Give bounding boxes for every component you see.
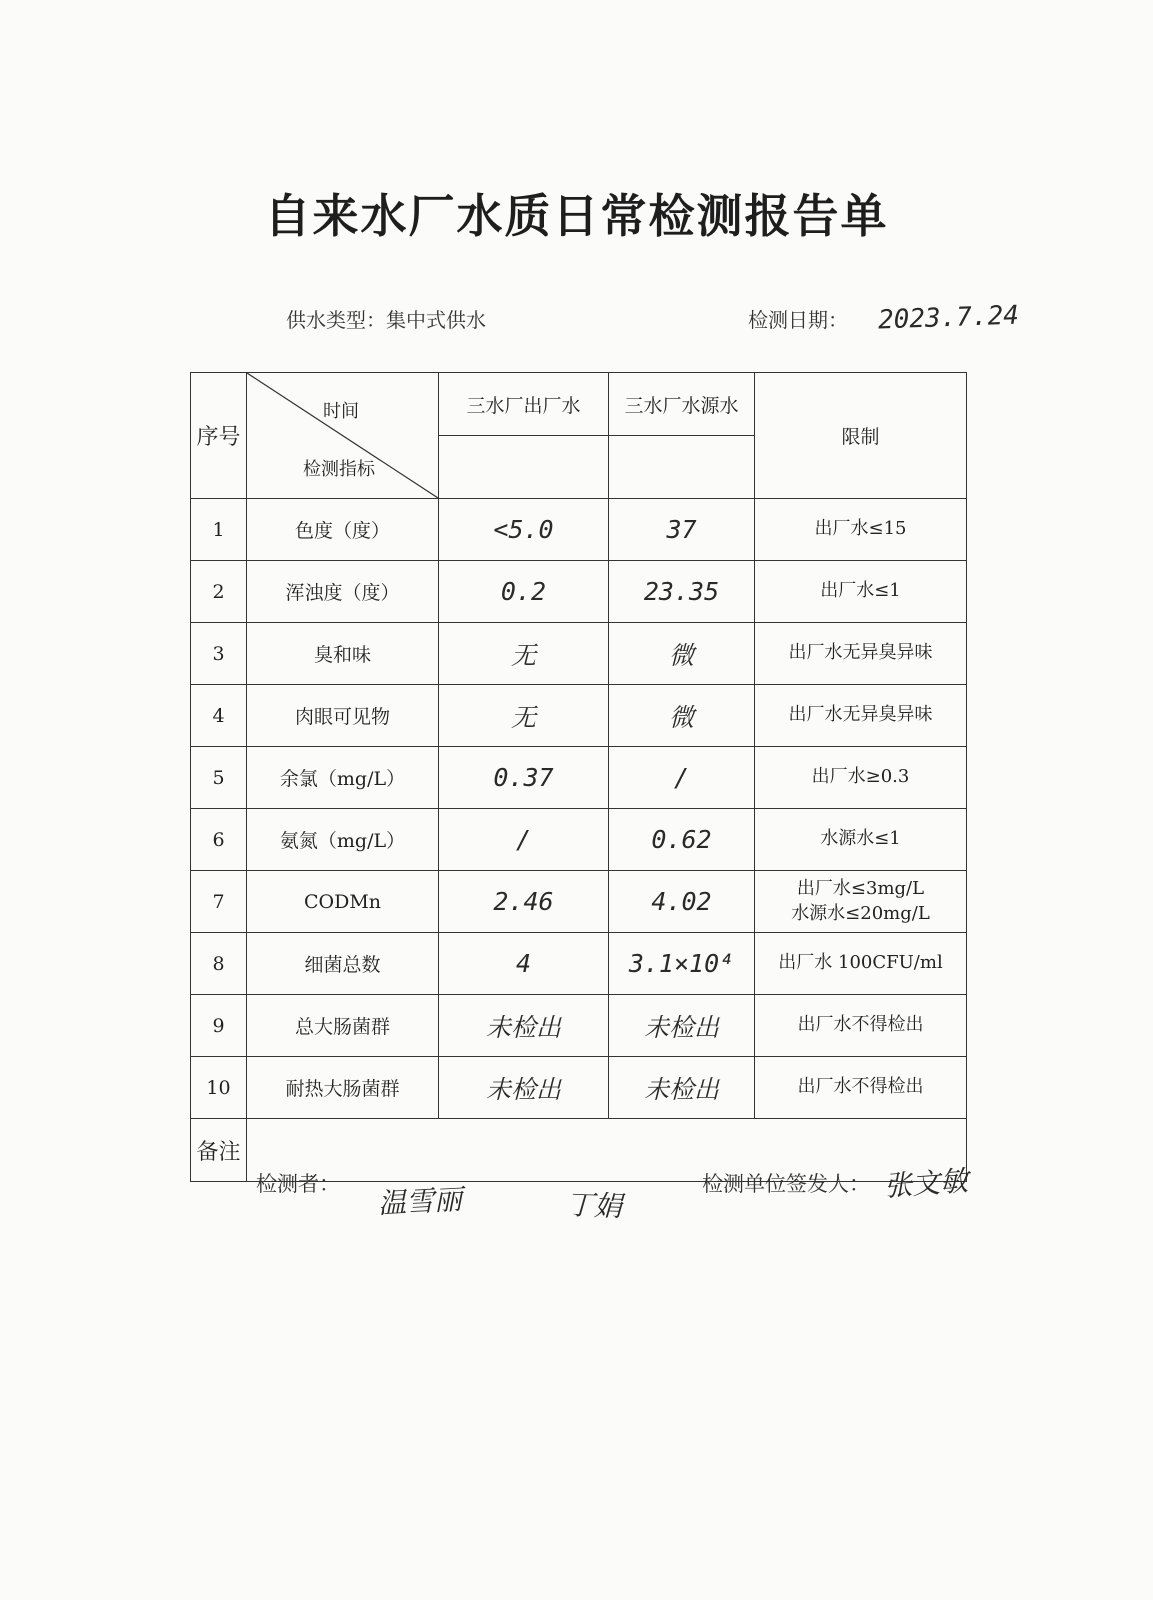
table-row	[191, 685, 967, 747]
table-row	[191, 871, 967, 933]
source-water-header: 三水厂水源水	[609, 373, 755, 436]
limit-value: 出厂水不得检出	[755, 995, 967, 1057]
limit-value: 水源水≤1	[755, 809, 967, 871]
limit-value: 出厂水≥0.3	[755, 747, 967, 809]
source-value: 微	[609, 685, 755, 747]
limit-header: 限制	[755, 373, 967, 499]
outlet-value: 未检出	[439, 1057, 609, 1119]
outlet-value: 未检出	[439, 995, 609, 1057]
row-number: 2	[191, 561, 247, 623]
indicator-name: 浑浊度（度）	[247, 561, 439, 623]
table-row	[191, 933, 967, 995]
limit-value: 出厂水≤1	[755, 561, 967, 623]
indicator-name: 臭和味	[247, 623, 439, 685]
table-row	[191, 499, 967, 561]
limit-value: 出厂水不得检出	[755, 1057, 967, 1119]
indicator-name: 耐热大肠菌群	[247, 1057, 439, 1119]
seq-header: 序号	[191, 373, 247, 499]
tester-signature-1: 温雪丽	[377, 1182, 463, 1221]
row-number: 8	[191, 933, 247, 995]
test-date-value: 2023.7.24	[877, 300, 1020, 336]
source-value: 0.62	[609, 809, 755, 871]
table-row	[191, 561, 967, 623]
outlet-value: 无	[439, 685, 609, 747]
outlet-value: /	[439, 809, 609, 871]
test-date-label: 检测日期：	[748, 308, 848, 332]
row-number: 3	[191, 623, 247, 685]
tester-label: 检测者：	[256, 1172, 340, 1196]
time-indicator-header	[247, 373, 439, 499]
limit-value: 出厂水≤15	[755, 499, 967, 561]
limit-value: 出厂水无异臭异味	[755, 623, 967, 685]
source-value: /	[609, 747, 755, 809]
remark-label: 备注	[191, 1119, 247, 1182]
limit-value: 出厂水≤3mg/L 水源水≤20mg/L	[755, 871, 967, 933]
tester-signature-2: 丁娟	[565, 1188, 623, 1223]
limit-value: 出厂水 100CFU/ml	[755, 933, 967, 995]
indicator-name: 余氯（mg/L）	[247, 747, 439, 809]
source-value: 未检出	[609, 1057, 755, 1119]
source-value: 23.35	[609, 561, 755, 623]
report-table	[190, 372, 967, 1182]
row-number: 9	[191, 995, 247, 1057]
signer-label: 检测单位签发人：	[702, 1172, 870, 1196]
source-value: 微	[609, 623, 755, 685]
outlet-value: 无	[439, 623, 609, 685]
supply-type-label: 供水类型：	[286, 308, 386, 332]
table-row	[191, 1057, 967, 1119]
row-number: 6	[191, 809, 247, 871]
row-number: 10	[191, 1057, 247, 1119]
row-number: 4	[191, 685, 247, 747]
signer-signature: 张文敏	[883, 1164, 970, 1203]
table-row	[191, 747, 967, 809]
indicator-name: CODMn	[247, 871, 439, 933]
outlet-value: 4	[439, 933, 609, 995]
outlet-value: 0.2	[439, 561, 609, 623]
limit-value: 出厂水无异臭异味	[755, 685, 967, 747]
outlet-water-header: 三水厂出厂水	[439, 373, 609, 436]
source-value: 3.1×10⁴	[609, 933, 755, 995]
supply-type	[286, 304, 486, 333]
source-value: 4.02	[609, 871, 755, 933]
source-value: 未检出	[609, 995, 755, 1057]
row-number: 5	[191, 747, 247, 809]
table-row	[191, 809, 967, 871]
outlet-water-subheader	[439, 436, 609, 499]
table-row	[191, 623, 967, 685]
source-water-subheader	[609, 436, 755, 499]
outlet-value: <5.0	[439, 499, 609, 561]
row-number: 1	[191, 499, 247, 561]
indicator-name: 肉眼可见物	[247, 685, 439, 747]
report-title: 自来水厂水质日常检测报告单	[264, 189, 889, 243]
outlet-value: 0.37	[439, 747, 609, 809]
source-value: 37	[609, 499, 755, 561]
outlet-value: 2.46	[439, 871, 609, 933]
indicator-name: 细菌总数	[247, 933, 439, 995]
indicator-name: 氨氮（mg/L）	[247, 809, 439, 871]
indicator-name: 总大肠菌群	[247, 995, 439, 1057]
indicator-name: 色度（度）	[247, 499, 439, 561]
indicator-header: 检测指标	[303, 459, 375, 480]
time-header: 时间	[323, 401, 359, 422]
row-number: 7	[191, 871, 247, 933]
supply-type-value: 集中式供水	[386, 308, 486, 332]
table-row	[191, 995, 967, 1057]
